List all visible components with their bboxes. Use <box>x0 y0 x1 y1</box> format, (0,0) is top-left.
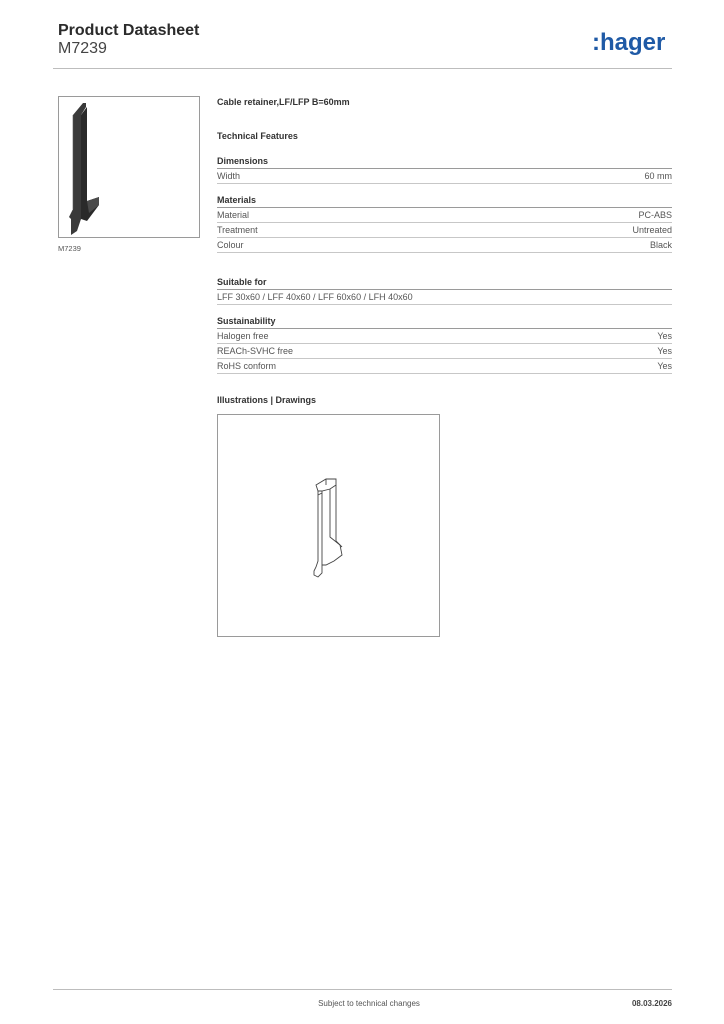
suitable-for-text: LFF 30x60 / LFF 40x60 / LFF 60x60 / LFH 40x60 <box>217 292 413 302</box>
row-value: Yes <box>657 346 672 356</box>
document-title: Product Datasheet <box>58 22 200 39</box>
row-value: Untreated <box>632 225 672 235</box>
footer-note: Subject to technical changes <box>318 999 420 1008</box>
row-value: Yes <box>657 361 672 371</box>
row-value: Yes <box>657 331 672 341</box>
table-row <box>217 208 672 223</box>
table-row <box>217 290 672 305</box>
row-label: RoHS conform <box>217 361 277 371</box>
technical-features-heading: Technical Features <box>217 131 298 141</box>
dimensions-title: Dimensions <box>217 155 672 169</box>
product-code: M7239 <box>58 40 107 57</box>
technical-drawing <box>217 414 440 637</box>
table-row <box>217 238 672 253</box>
illustrations-heading: Illustrations | Drawings <box>217 395 317 405</box>
row-label: Material <box>217 210 250 220</box>
footer-date: 08.03.2026 <box>631 999 672 1008</box>
sustainability-section <box>217 315 672 374</box>
suitable-for-section <box>217 276 672 305</box>
table-row <box>217 223 672 238</box>
table-row <box>217 329 672 344</box>
materials-title: Materials <box>217 194 672 208</box>
table-row <box>217 359 672 374</box>
photo-caption: M7239 <box>58 244 81 253</box>
product-photo <box>58 96 200 238</box>
dimensions-section <box>217 155 672 184</box>
footer-divider <box>53 989 672 990</box>
header-divider <box>53 68 672 69</box>
row-label: REACh-SVHC free <box>217 346 294 356</box>
row-value: PC-ABS <box>638 210 672 220</box>
row-value: Black <box>649 240 672 250</box>
materials-section <box>217 194 672 253</box>
logo-text: :hager <box>592 29 666 56</box>
cable-retainer-drawing-icon <box>218 415 439 636</box>
row-label: Treatment <box>217 225 258 235</box>
suitable-for-title: Suitable for <box>217 276 672 290</box>
row-label: Width <box>217 171 241 181</box>
hager-logo <box>592 28 676 56</box>
row-label: Colour <box>217 240 244 250</box>
sustainability-title: Sustainability <box>217 315 672 329</box>
row-label: Halogen free <box>217 331 269 341</box>
table-row <box>217 344 672 359</box>
row-value: 60 mm <box>644 171 672 181</box>
cable-retainer-photo-icon <box>59 97 199 237</box>
product-description: Cable retainer,LF/LFP B=60mm <box>217 97 350 107</box>
table-row <box>217 169 672 184</box>
